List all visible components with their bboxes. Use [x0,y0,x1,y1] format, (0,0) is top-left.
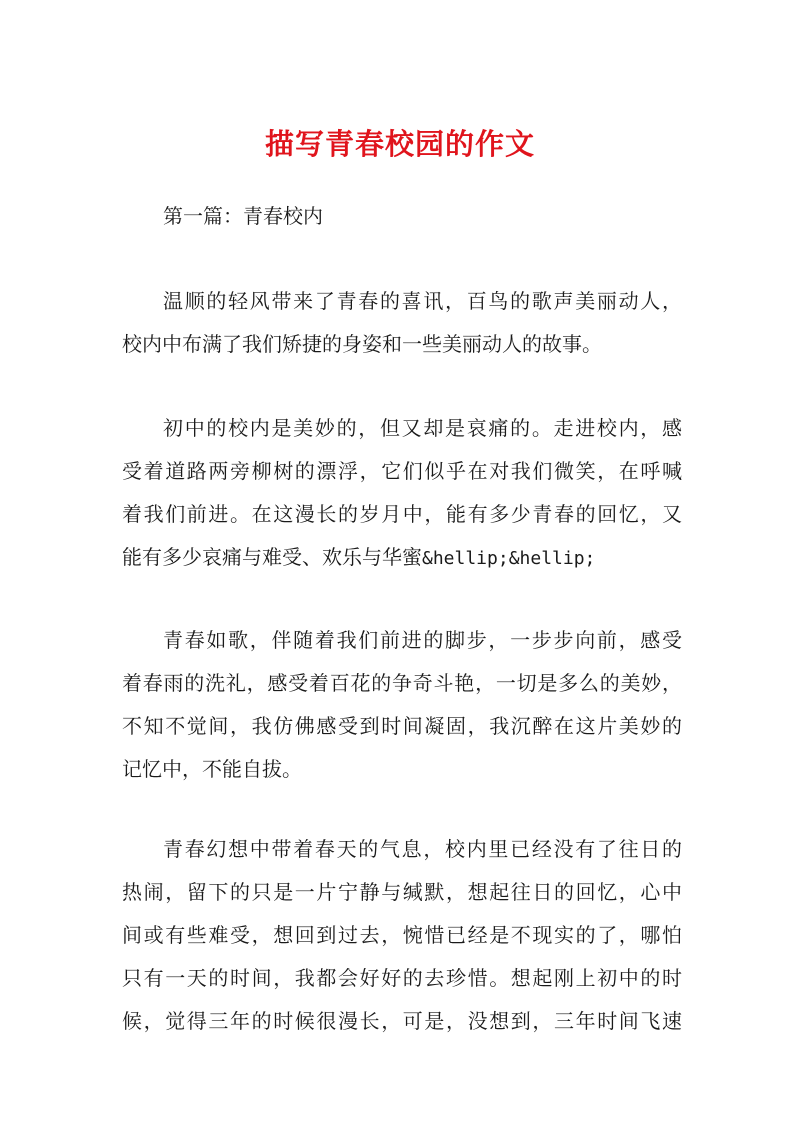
section-heading: 第一篇：青春校内 [163,204,323,228]
document-title: 描写青春校园的作文 [264,127,535,161]
paragraph-4-line-3: 间或有些难受，想回到过去，惋惜已经是不现实的了，哪怕 [122,923,682,947]
paragraph-2-line-4 [122,541,682,570]
paragraph-2-line-2: 受着道路两旁柳树的漂浮，它们似乎在对我们微笑，在呼喊 [122,459,682,483]
paragraph-4-line-1: 青春幻想中带着春天的气息，校内里已经没有了往日的 [163,837,682,861]
paragraph-2-line-4-text: 能有多少哀痛与难受、欢乐与华蜜 [122,545,422,569]
ellipsis-entity-text: &hellip;&hellip; [422,548,596,569]
paragraph-1-line-1: 温顺的轻风带来了青春的喜讯，百鸟的歌声美丽动人， [163,289,682,313]
paragraph-4-line-5: 候，觉得三年的时候很漫长，可是，没想到，三年时间飞速 [122,1009,682,1033]
paragraph-3-line-1: 青春如歌，伴随着我们前进的脚步，一步步向前，感受 [163,628,682,652]
paragraph-3-line-3: 不知不觉间，我仿佛感受到时间凝固，我沉醉在这片美妙的 [122,714,682,738]
paragraph-2-line-1: 初中的校内是美妙的，但又却是哀痛的。走进校内，感 [163,416,682,440]
paragraph-2-line-3: 着我们前进。在这漫长的岁月中，能有多少青春的回忆，又 [122,502,682,526]
paragraph-4-line-4: 只有一天的时间，我都会好好的去珍惜。想起刚上初中的时 [122,966,682,990]
paragraph-3-line-2: 着春雨的洗礼，感受着百花的争奇斗艳，一切是多么的美妙， [122,671,682,695]
paragraph-3-line-4: 记忆中，不能自拔。 [122,757,302,781]
paragraph-1-line-2: 校内中布满了我们矫捷的身姿和一些美丽动人的故事。 [122,332,602,356]
paragraph-4-line-2: 热闹，留下的只是一片宁静与缄默，想起往日的回忆，心中 [122,880,682,904]
